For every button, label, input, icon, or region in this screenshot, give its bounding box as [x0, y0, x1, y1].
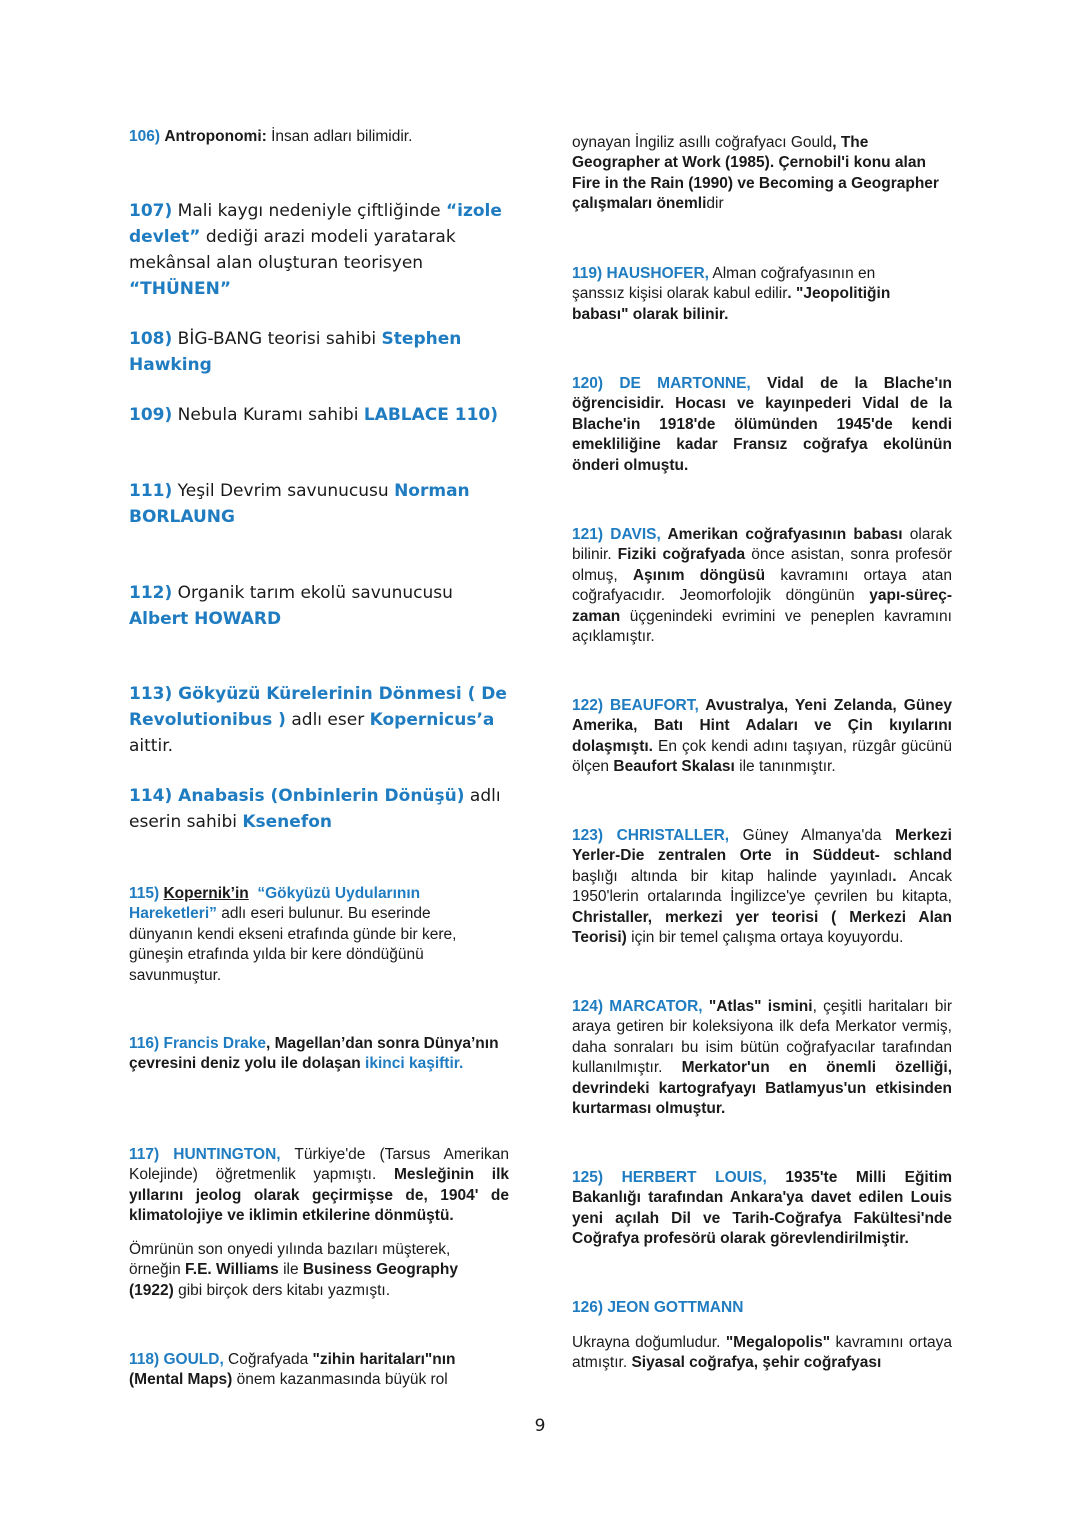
entry-115	[129, 884, 479, 986]
entry-highlight: Stephen Hawking	[129, 329, 462, 375]
entry-113	[129, 681, 509, 759]
entry-text: Ancak 1950'lerin ortalarında İngilizce'ye çevrilen bu kitapta,	[572, 867, 952, 906]
entry-122	[572, 696, 952, 778]
entry-text-bold: Amerikan coğrafyasının babası	[660, 526, 903, 543]
entry-117-continued	[129, 1240, 489, 1301]
entry-text-bold: Fiziki coğrafyada	[617, 546, 746, 564]
entry-117	[129, 1145, 509, 1227]
page-number: 9	[534, 1416, 546, 1436]
entry-name: Kopernik’in	[163, 885, 249, 902]
entry-text: Güney Almanya'da	[729, 827, 896, 844]
entry-text: başlığı altında bir kitap halinde yayınladı	[572, 867, 893, 885]
entry-125	[572, 1168, 952, 1250]
entry-highlight: 117) HUNTINGTON,	[129, 1146, 281, 1163]
entry-text-bold: , The Geographer at Work (1985). Çernobil'i konu alan Fire in the Rain (1990) ve Becoming a Geographer çalışmaları önemli	[572, 134, 939, 213]
entry-text: dir	[706, 195, 724, 213]
entry-text: Ömrünün son onyedi yılında bazıları müşterek, örneğin	[129, 1241, 451, 1279]
entry-text: kavramını ortaya atmıştır.	[572, 1334, 952, 1372]
entry-text-bold: Mesleğinin ilk yıllarını jeolog olarak geçirmişse de, 1904' de klimatolojiye ve iklimin etkilerine dönmüştü.	[129, 1166, 509, 1225]
entry-text: olarak bilinir.	[572, 526, 953, 564]
entry-term: Antroponomi:	[164, 128, 267, 145]
entry-text: , çeşitli haritaları bir araya getiren bir koleksiyona ilk defa Merkator vermiş, daha sonraları bu isim bütün coğrafyacılar tarafından kullanılmıştır.	[572, 998, 953, 1077]
entry-text-bold: Beaufort Skalası	[613, 758, 735, 776]
entry-highlight: 121) DAVIS,	[572, 526, 661, 543]
entry-number: 111)	[129, 481, 173, 501]
entry-123	[572, 826, 952, 948]
entry-107	[129, 198, 509, 302]
entry-highlight: Ksenefon	[242, 812, 332, 832]
entry-118	[129, 1350, 479, 1391]
entry-120	[572, 374, 952, 476]
entry-106	[129, 127, 509, 147]
entry-number: 108)	[129, 329, 173, 349]
entry-number: 115)	[129, 885, 164, 902]
entry-126-continued	[572, 1333, 952, 1374]
entry-highlight: 125) HERBERT LOUIS,	[572, 1169, 767, 1186]
entry-126	[572, 1298, 952, 1318]
entry-text: ile	[278, 1261, 303, 1279]
entry-highlight: 116) Francis Drake	[129, 1035, 267, 1052]
entry-text-bold: "Atlas" ismini	[702, 998, 813, 1015]
entry-text: Ukrayna doğumludur.	[572, 1334, 726, 1351]
entry-text: önce asistan, sonra profesör olmuş,	[572, 546, 952, 584]
entry-highlight: Kopernicus’a	[369, 710, 495, 730]
entry-highlight: “izole devlet”	[129, 201, 502, 247]
entry-text-bold: "Megalopolis"	[725, 1334, 831, 1351]
entry-highlight: Norman BORLAUNG	[129, 481, 470, 527]
entry-121	[572, 525, 952, 647]
entry-text: En çok kendi adını taşıyan, rüzgâr gücünü ölçen	[572, 737, 952, 776]
entry-text: Alman coğrafyasının en şanssız kişisi olarak kabul edilir	[572, 265, 876, 303]
entry-text: İnsan adları bilimidir.	[266, 128, 413, 145]
entry-text: aittir.	[129, 736, 174, 756]
entry-highlight: 114) Anabasis (Onbinlerin Dönüşü)	[129, 786, 465, 806]
entry-highlight: 126) JEON GOTTMANN	[572, 1299, 744, 1316]
entry-text-bold: "zihin haritaları"nın (Mental Maps)	[129, 1351, 456, 1389]
entry-text: ile tanınmıştır.	[734, 758, 836, 776]
entry-text: , Magellan’dan sonra Dünya’nın çevresini deniz yolu ile dolaşan	[129, 1035, 499, 1073]
entry-text: adlı eseri bulunur. Bu eserinde dünyanın kendi ekseni etrafında günde bir kere, güneşin etrafında yılda bir kere döndüğünü savunmuştur.	[129, 905, 457, 984]
entry-text-bold: Merkator'un en önemli özelliği, devrindeki kartografyayı Batlamyus'un etkisinden kurtarması olmuştur.	[572, 1059, 952, 1118]
entry-108	[129, 326, 509, 378]
entry-number: 106)	[129, 128, 161, 145]
entry-highlight: 124) MARCATOR,	[572, 998, 703, 1015]
entry-number: 109)	[129, 405, 173, 425]
entry-highlight: ikinci kaşiftir.	[365, 1055, 464, 1073]
entry-text: Organik tarım ekolü savunucusu	[172, 583, 453, 603]
entry-111	[129, 478, 509, 530]
entry-highlight: 119) HAUSHOFER,	[572, 265, 709, 282]
entry-109	[129, 402, 509, 428]
entry-text: üçgenindeki evrimini ve peneplen kavramını açıklamıştır.	[572, 607, 952, 646]
entry-highlight: LABLACE 110)	[363, 405, 499, 425]
entry-text: Mali kaygı nedeniyle çiftliğinde	[172, 201, 446, 221]
entry-highlight: “Gökyüzü Uydularının Hareketleri”	[129, 885, 421, 923]
entry-text: gibi birçok ders kitabı yazmıştı.	[173, 1281, 391, 1299]
entry-text-bold: yapı-süreç-zaman	[572, 587, 952, 625]
entry-112	[129, 580, 509, 632]
entry-text-bold: Business Geography (1922)	[129, 1261, 458, 1299]
entry-text-bold: . "Jeopolitiğin babası" olarak bilinir.	[572, 285, 891, 323]
entry-text: adlı eserin sahibi	[129, 786, 501, 832]
entry-text-bold: F.E. Williams	[185, 1261, 279, 1279]
entry-text: kavramını ortaya atan coğrafyacıdır. Jeomorfolojik döngünün	[572, 566, 952, 605]
entry-119	[572, 264, 912, 325]
entry-highlight: 118) GOULD,	[129, 1351, 224, 1368]
entry-text: oynayan İngiliz asıllı coğrafyacı Gould	[572, 134, 833, 151]
entry-124	[572, 997, 952, 1119]
entry-text: için bir temel çalışma ortaya koyuyordu.	[626, 929, 904, 947]
entry-text: adlı eser	[285, 710, 370, 730]
entry-118-continued	[572, 133, 952, 215]
entry-text-bold: Siyasal coğrafya, şehir coğrafyası	[631, 1354, 882, 1372]
entry-116	[129, 1034, 509, 1075]
entry-highlight: 123) CHRISTALLER,	[572, 827, 730, 844]
entry-text-bold: .	[892, 867, 897, 885]
entry-text: önem kazanmasında büyük rol	[232, 1371, 448, 1389]
entry-highlight: “THÜNEN”	[129, 279, 232, 299]
entry-text: dediği arazi modeli yaratarak mekânsal alan oluşturan teorisyen	[129, 227, 456, 273]
entry-highlight: Albert HOWARD	[129, 609, 282, 629]
entry-text: BİG-BANG teorisi sahibi	[172, 329, 382, 349]
entry-text-bold: 1935'te Milli Eğitim Bakanlığı tarafından Ankara'ya davet edilen Louis yeni açılah Dil ve Tarih-Coğrafya Fakültesi'nde Coğrafya profesörü olarak görevlendirilmiştir.	[572, 1169, 952, 1248]
entry-number: 107)	[129, 201, 173, 221]
entry-text-bold: Vidal de la Blache'ın öğrencisidir. Hocası ve kayınpederi Vidal de la Blache'in 1918'de ölümünden 1945'de kendi emekliliğine kadar Fransız coğrafya ekolünün önderi olmuştu.	[572, 375, 952, 474]
entry-114	[129, 783, 509, 835]
entry-text-bold: Christaller, merkezi yer teorisi ( Merkezi Alan Teorisi)	[572, 908, 952, 947]
entry-text-bold: Avustralya, Yeni Zelanda, Güney Amerika, Batı Hint Adaları ve Çin kıyılarını dolaşmıştı.	[572, 697, 952, 755]
entry-highlight: 120) DE MARTONNE,	[572, 375, 751, 392]
entry-number: 112)	[129, 583, 173, 603]
entry-text: Türkiye'de (Tarsus Amerikan Kolejinde) öğretmenlik yapmıştı.	[129, 1146, 510, 1184]
entry-highlight: 113) Gökyüzü Kürelerinin Dönmesi ( De Revolutionibus )	[129, 684, 507, 730]
entry-text: Nebula Kuramı sahibi	[172, 405, 364, 425]
entry-text-bold: Merkezi Yerler-Die zentralen Orte in Süddeut- schland	[572, 827, 952, 865]
entry-text: Yeşil Devrim savunucusu	[172, 481, 395, 501]
entry-text: Coğrafyada	[223, 1351, 313, 1368]
entry-text-bold: Aşınım döngüsü	[632, 566, 766, 584]
entry-highlight: 122) BEAUFORT,	[572, 697, 699, 714]
